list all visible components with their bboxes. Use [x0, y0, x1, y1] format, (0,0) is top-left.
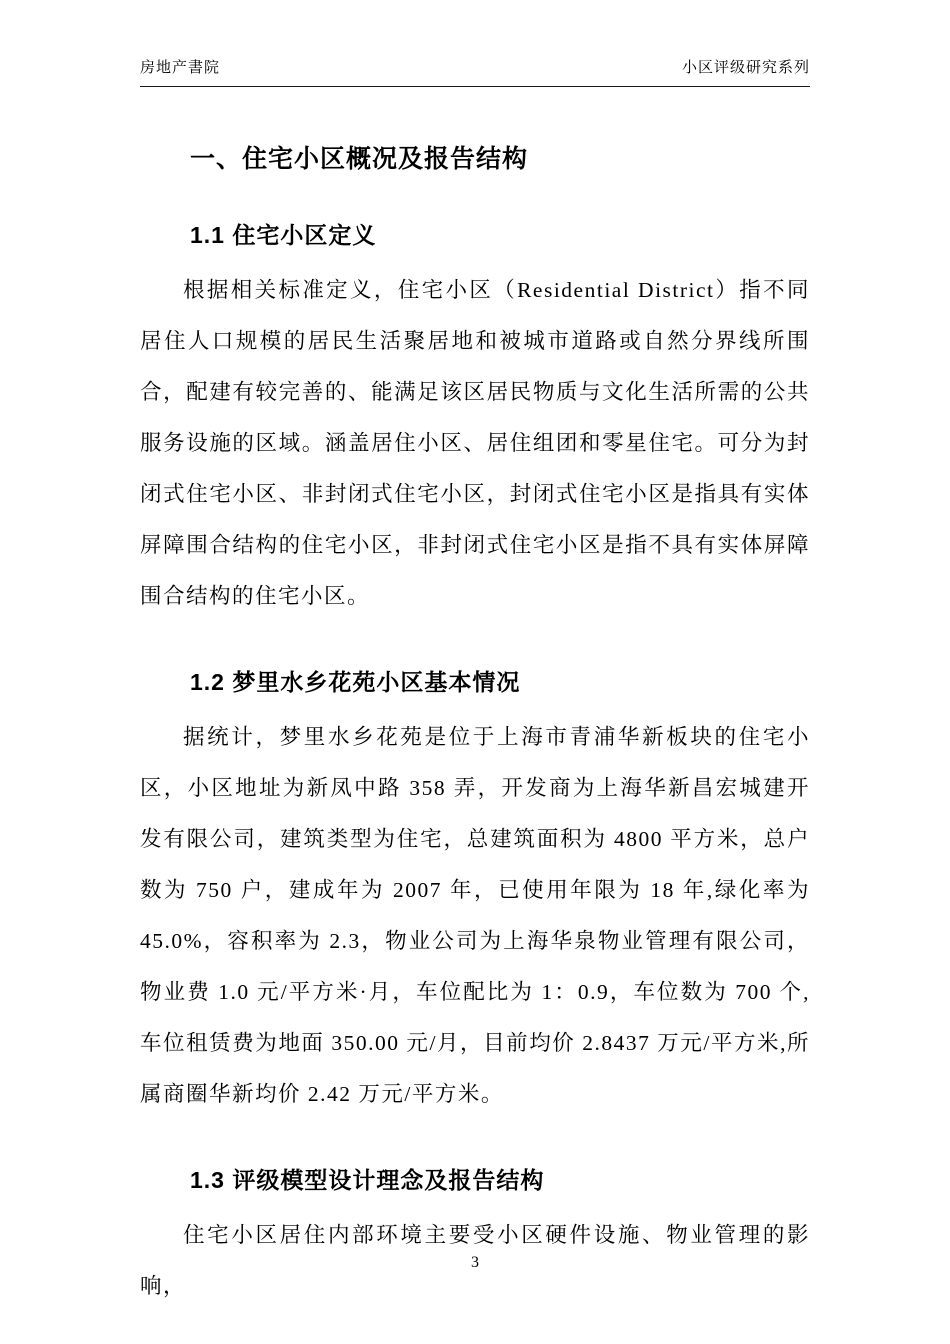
page-footer — [0, 1254, 950, 1272]
document-body — [140, 139, 810, 1312]
section-1-2-heading: 1.2 梦里水乡花苑小区基本情况 — [190, 669, 521, 695]
section-1-1-heading: 1.1 住宅小区定义 — [190, 222, 377, 248]
page-header — [140, 56, 810, 87]
section-1-1-paragraph: 根据相关标准定义，住宅小区（Residential District）指不同居住人口规模的居民生活聚居地和被城市道路或自然分界线所围合，配建有较完善的、能满足该区居民物质与文化生活所需的公共服务设施的区域。涵盖居住小区、居住组团和零星住宅。可分为封闭式住宅小区、非封闭式住宅小区，封闭式住宅小区是指具有实体屏障围合结构的住宅小区，非封闭式住宅小区是指不具有实体屏障围合结构的住宅小区。 — [140, 278, 810, 608]
header-right-text: 小区评级研究系列 — [681, 60, 810, 76]
section-1-2-paragraph: 据统计，梦里水乡花苑是位于上海市青浦华新板块的住宅小区，小区地址为新凤中路 358 弄，开发商为上海华新昌宏城建开发有限公司，建筑类型为住宅，总建筑面积为 4800 平方米，总户数为 750 户，建成年为 2007 年，已使用年限为 18 年,绿化率为 45.0%，容积率为 2.3，物业公司为上海华泉物业管理有限公司，物业费 1.0 元/平方米·月，车位配比为 1：0.9，车位数为 700 个,车位租赁费为地面 350.00 元/月，目前均价 2.8437 万元/平方米,所属商圈华新均价 2.42 万元/平方米。 — [140, 725, 810, 1106]
page-number: 3 — [471, 1254, 479, 1271]
section-1-3-heading: 1.3 评级模型设计理念及报告结构 — [190, 1167, 545, 1193]
section-1-3-paragraph: 住宅小区居住内部环境主要受小区硬件设施、物业管理的影响， — [140, 1223, 810, 1298]
header-left-text: 房地产書院 — [140, 60, 221, 76]
chapter-heading: 一、住宅小区概况及报告结构 — [190, 145, 529, 173]
